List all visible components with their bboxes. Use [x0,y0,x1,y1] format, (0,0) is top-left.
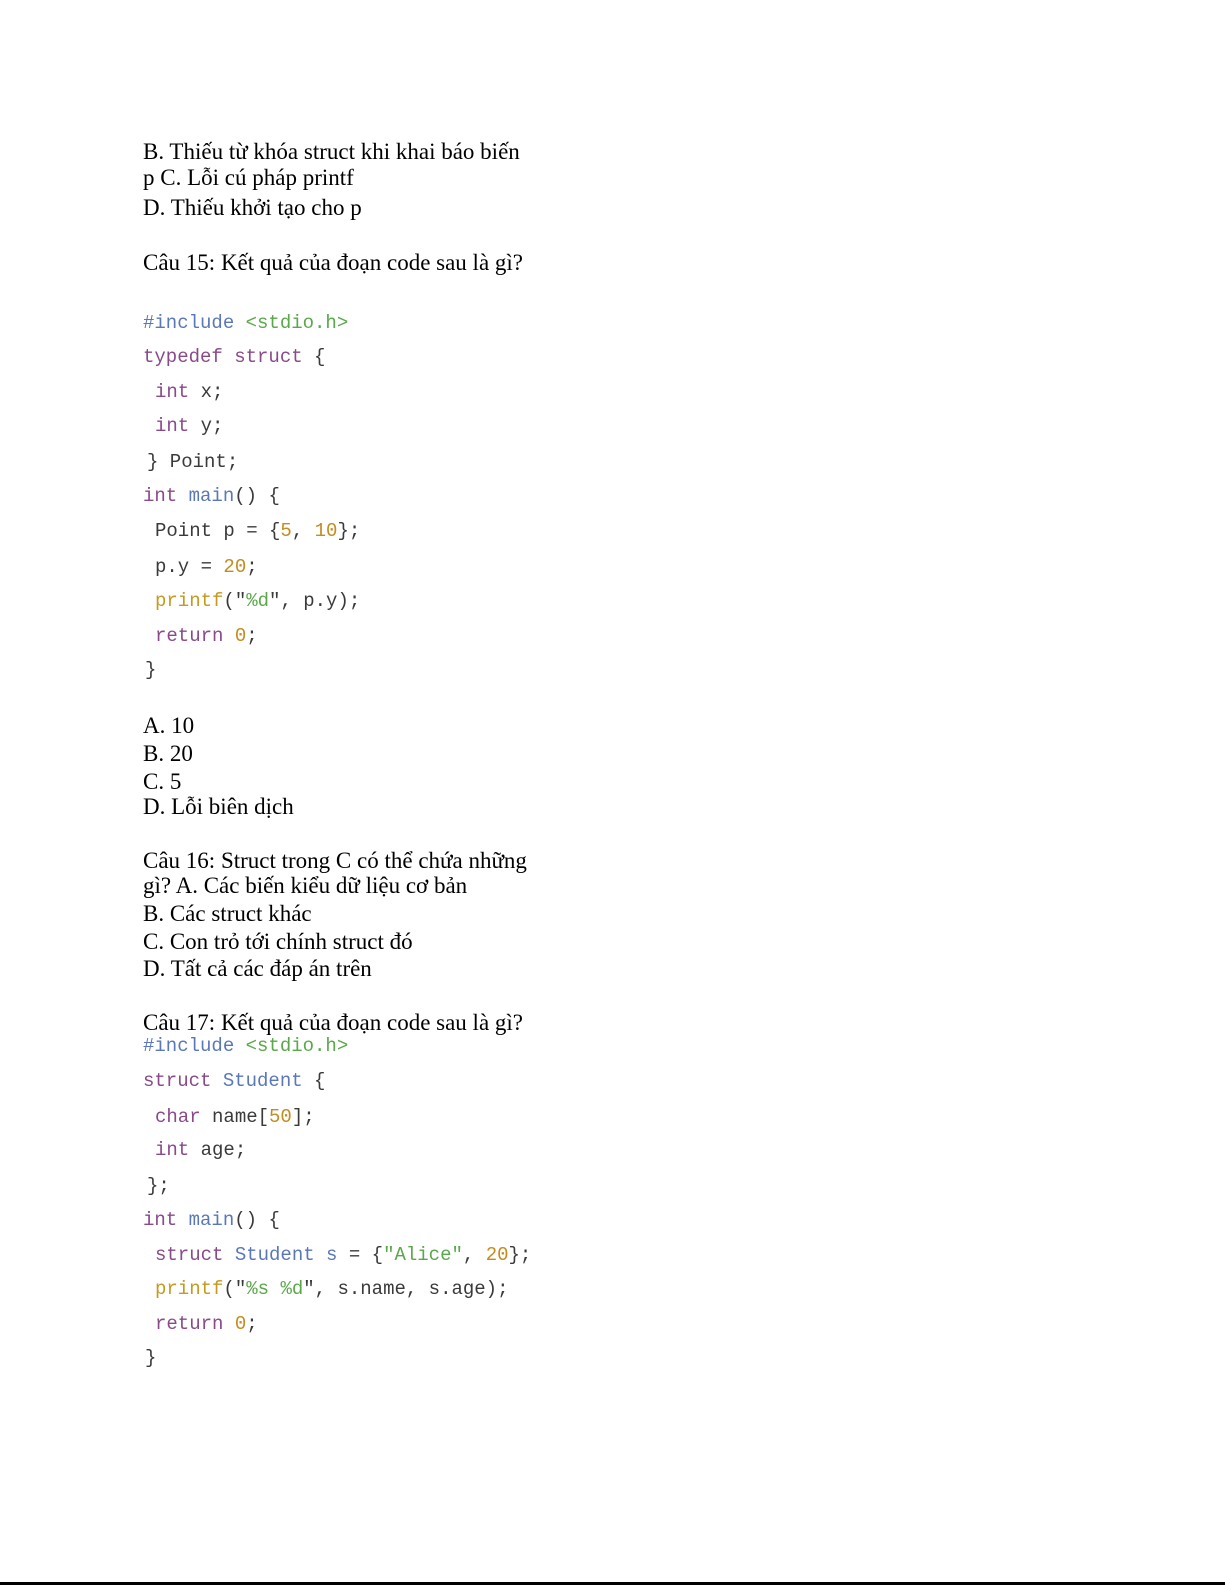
code-token: struct [143,1070,212,1092]
q16-option-b: B. Các struct khác [143,901,312,926]
code-token: main [177,1209,235,1231]
code-token: %d [246,590,270,612]
q17-code-line [145,1347,156,1369]
code-token: 0 [223,1313,247,1335]
code-token: %s %d [246,1278,304,1300]
code-token: () { [234,1209,280,1231]
q15-code-line [155,520,360,542]
code-token: }; [508,1244,532,1266]
code-token: 50 [269,1106,292,1128]
code-token: p.y = [155,556,224,578]
q15-code-line [155,556,258,578]
code-token: <stdio.h> [234,312,349,334]
code-token: () { [234,485,280,507]
code-token: " [303,1278,315,1300]
code-token: #include [143,312,235,334]
q15-code-line [145,659,156,681]
code-token: typedef [143,346,223,368]
q15-option-b: B. 20 [143,741,193,766]
code-token: 0 [223,625,247,647]
code-token: 20 [223,556,247,578]
q17-code-line [155,1313,258,1335]
code-token: ; [246,556,258,578]
q16-option-c: C. Con trỏ tới chính struct đó [143,929,413,954]
code-token: 20 [485,1244,509,1266]
q17-code-line [143,1035,348,1057]
q17-code-line [155,1106,315,1128]
code-token: , s.name, s.age); [314,1278,509,1300]
q17-title: Câu 17: Kết quả của đoạn code sau là gì? [143,1010,524,1035]
q15-code-line [147,451,238,473]
q16-line: gì? A. Các biến kiểu dữ liệu cơ bản [143,873,468,898]
code-token: " [269,590,281,612]
code-token: age; [189,1139,247,1161]
code-token: printf [155,590,224,612]
code-token: y; [189,415,224,437]
q15-code-line [155,625,258,647]
code-token: struct [155,1244,224,1266]
code-token: int [143,1209,178,1231]
q15-code-line [155,590,360,612]
code-token: Student [223,1244,315,1266]
code-token: }; [147,1175,170,1197]
code-token: printf [155,1278,224,1300]
code-token: , [462,1244,486,1266]
q15-option-c: C. 5 [143,769,182,794]
prev-option-b: B. Thiếu từ khóa struct khi khai báo biến [143,139,520,164]
q17-code-line [155,1244,531,1266]
code-token: #include [143,1035,235,1057]
code-token: return [155,1313,224,1335]
code-token: int [155,381,190,403]
q15-option-a: A. 10 [143,713,195,738]
code-token: x; [189,381,224,403]
code-token: main [177,485,235,507]
q17-code-line [155,1278,509,1300]
code-token: struct [222,346,303,368]
code-token: char [155,1106,201,1128]
code-token: }; [337,520,361,542]
code-token: { [302,1070,326,1092]
code-token: ; [246,625,258,647]
code-token: } [145,659,157,681]
code-token: s [314,1244,338,1266]
code-token: int [155,415,190,437]
code-token: name[ [200,1106,270,1128]
q17-code-line [143,1209,280,1231]
prev-option-d: D. Thiếu khởi tạo cho p [143,195,362,220]
q15-title: Câu 15: Kết quả của đoạn code sau là gì? [143,250,524,275]
code-token: int [143,485,178,507]
code-token: Point p = { [155,520,281,542]
code-token: { [302,346,326,368]
code-token: <stdio.h> [234,1035,349,1057]
code-token: = { [337,1244,384,1266]
q16-option-d: D. Tất cả các đáp án trên [143,956,372,981]
code-token: Student [211,1070,303,1092]
q17-code-line [147,1175,170,1197]
code-token: , [291,520,315,542]
code-token: "Alice" [383,1244,463,1266]
q16-line: Câu 16: Struct trong C có thể chứa những [143,848,527,873]
q15-code-line [143,485,280,507]
q15-code-line [155,381,223,403]
code-token: , p.y); [280,590,361,612]
q17-code-line [155,1139,246,1161]
code-token: 5 [280,520,292,542]
code-token: ; [246,1313,258,1335]
code-token: int [155,1139,190,1161]
prev-option-c: p C. Lỗi cú pháp printf [143,165,354,190]
code-token: } [145,1347,157,1369]
q15-code-line [143,312,348,334]
q15-option-d: D. Lỗi biên dịch [143,794,294,819]
code-token: (" [223,1278,247,1300]
code-token: return [155,625,224,647]
q15-code-line [155,415,223,437]
code-token: } Point; [147,451,239,473]
code-token: (" [223,590,247,612]
q17-code-line [143,1070,325,1092]
code-token: ]; [291,1106,315,1128]
code-token: 10 [314,520,338,542]
q15-code-line [143,346,325,368]
